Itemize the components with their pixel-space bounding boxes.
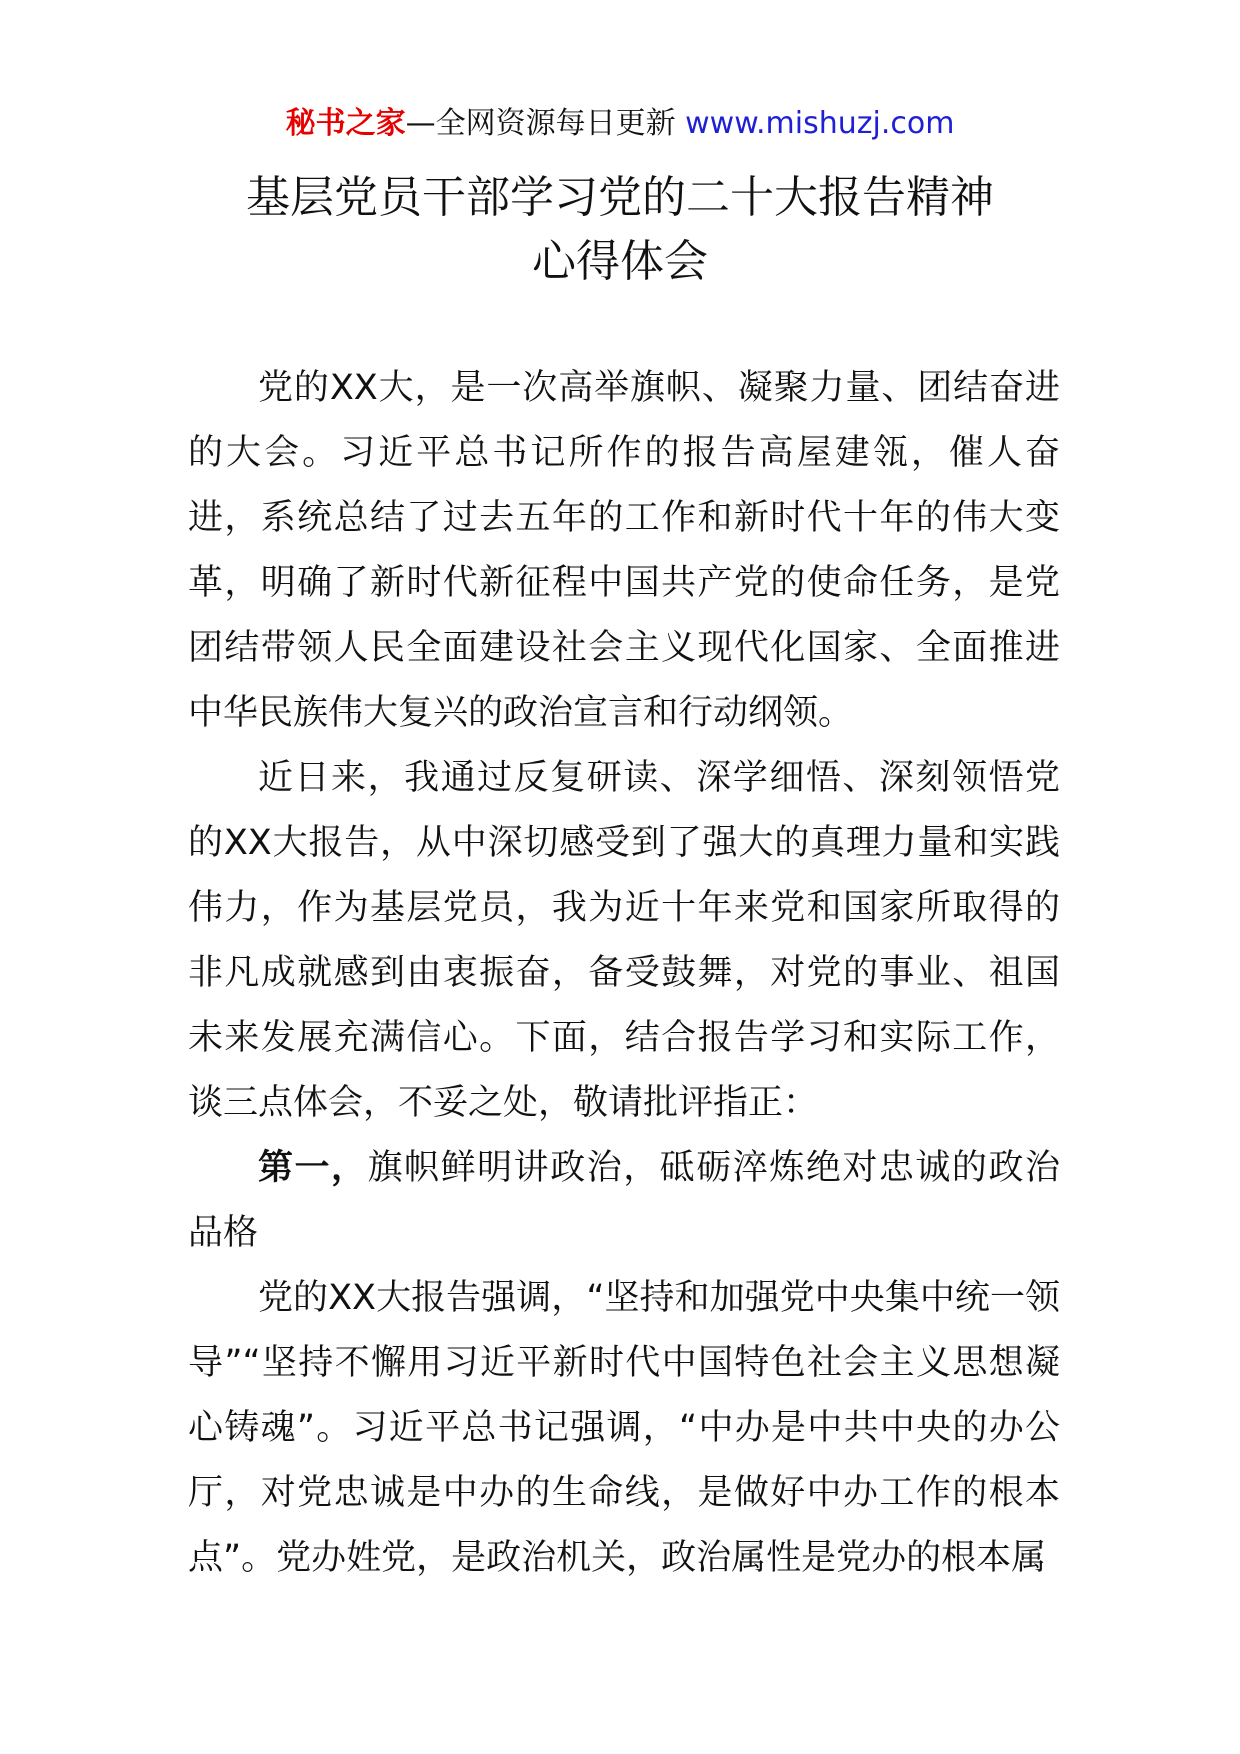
title-line-1: 基层党员干部学习党的二十大报告精神 xyxy=(246,172,994,223)
banner-slogan: —全网资源每日更新 xyxy=(405,106,676,141)
paragraph-1: 党的XX大，是一次高举旗帜、凝聚力量、团结奋进的大会。习近平总书记所作的报告高屋建瓴，催人奋进，系统总结了过去五年的工作和新时代十年的伟大变革，明确了新时代新征程中国共产党的使命任务，是党团结带领人民全面建设社会主义现代化国家、全面推进中华民族伟大复兴的政治宣言和行动纲领。 xyxy=(188,368,1060,733)
brand-name: 秘书之家 xyxy=(285,106,406,141)
document-body xyxy=(188,356,1060,1591)
site-url-link[interactable]: www.mishuzj.com xyxy=(685,106,955,141)
document-title xyxy=(0,166,1240,294)
section-heading-1 xyxy=(188,1136,1060,1266)
section-heading-text: 旗帜鲜明讲政治，砥砺淬炼绝对忠诚的政治品格 xyxy=(188,1148,1060,1253)
paragraph-3: 党的XX大报告强调，“坚持和加强党中央集中统一领导”“坚持不懈用习近平新时代中国特色社会主义思想凝心铸魂”。习近平总书记强调，“中办是中共中央的办公厅，对党忠诚是中办的生命线，是做好中办工作的根本点”。党办姓党，是政治机关，政治属性是党办的根本属 xyxy=(188,1278,1060,1578)
title-line-2: 心得体会 xyxy=(532,236,708,287)
section-heading-lead: 第一， xyxy=(258,1148,368,1188)
site-banner xyxy=(0,104,1240,144)
paragraph-2: 近日来，我通过反复研读、深学细悟、深刻领悟党的XX大报告，从中深切感受到了强大的真理力量和实践伟力，作为基层党员，我为近十年来党和国家所取得的非凡成就感到由衷振奋，备受鼓舞，对党的事业、祖国未来发展充满信心。下面，结合报告学习和实际工作，谈三点体会，不妥之处，敬请批评指正： xyxy=(188,758,1060,1123)
